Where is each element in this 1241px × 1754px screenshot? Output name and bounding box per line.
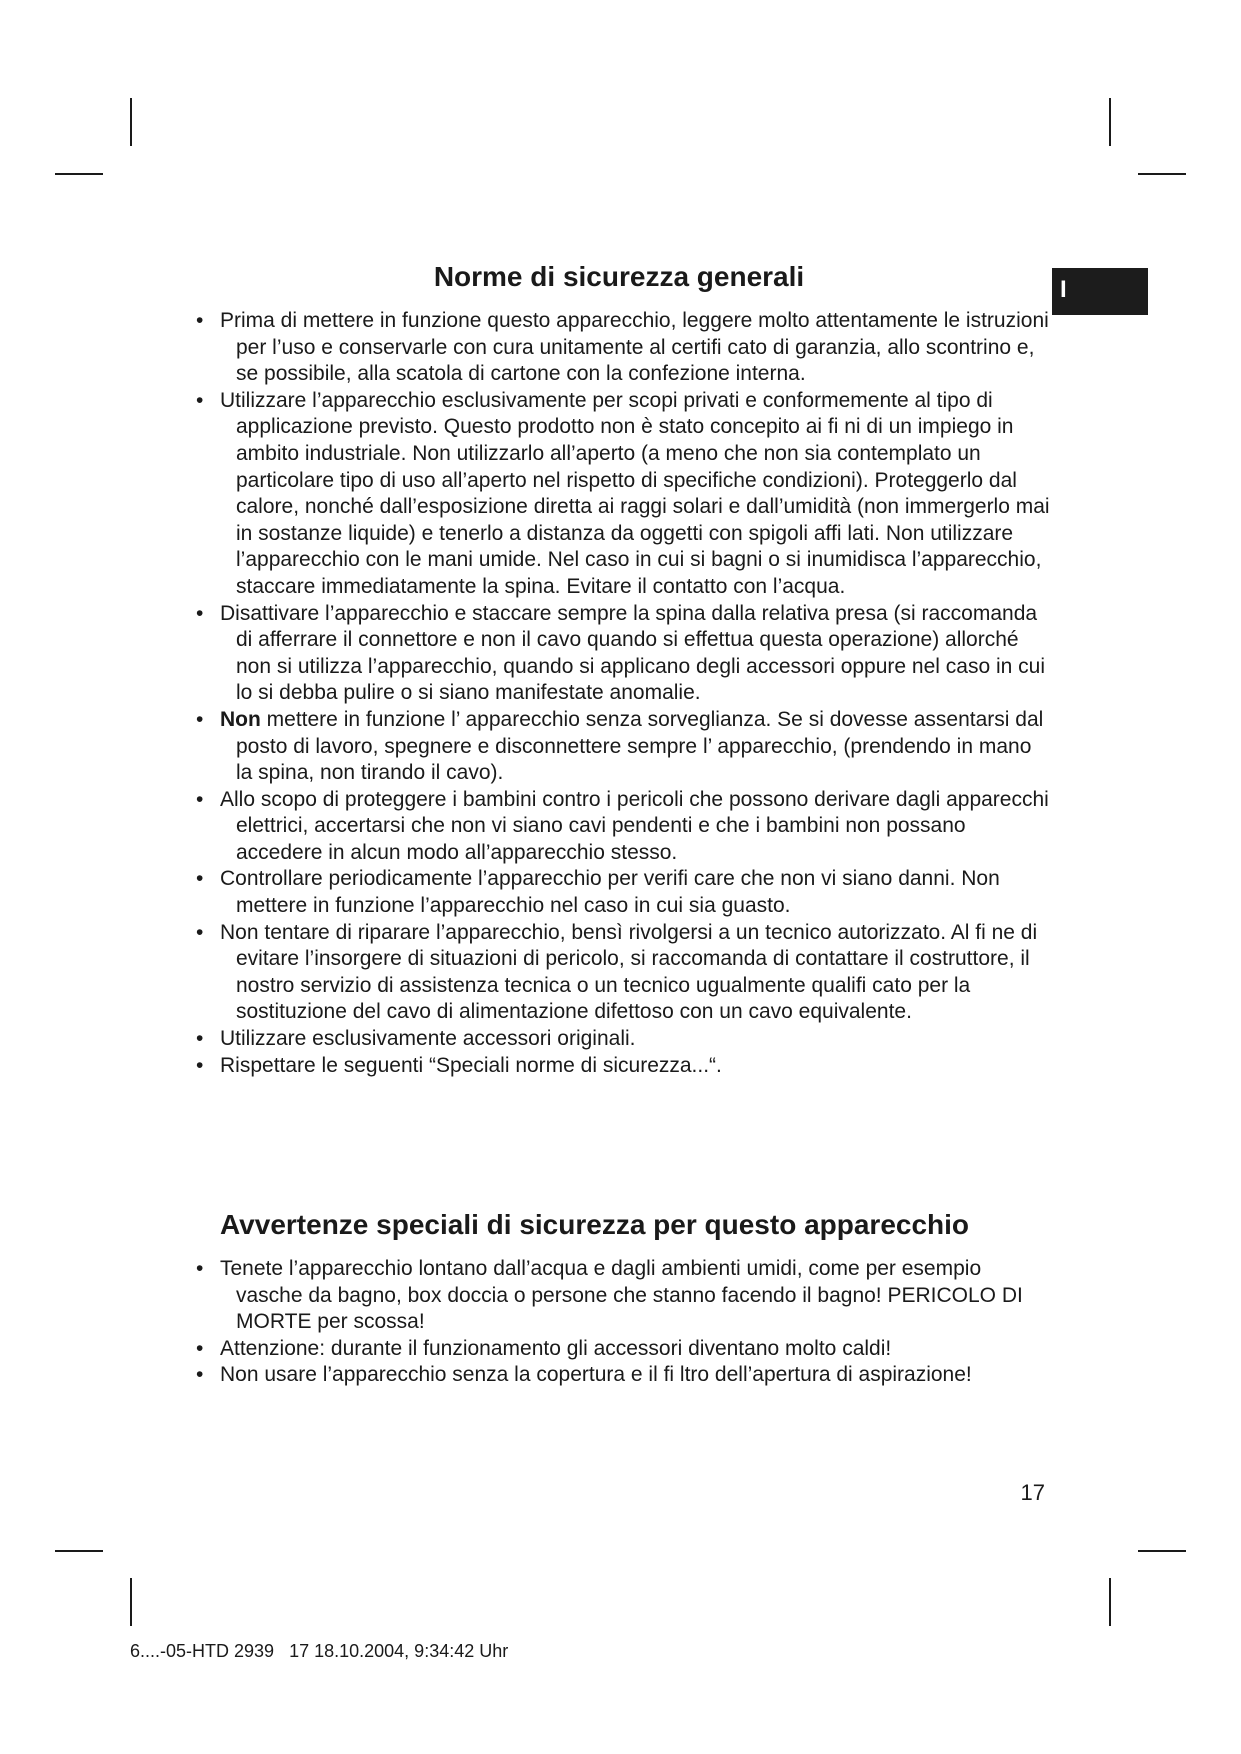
list-item bbox=[0, 920, 1052, 1026]
print-footer: 6....-05-HTD 2939 17 18.10.2004, 9:34:42 Uhr bbox=[130, 1641, 509, 1661]
list-item bbox=[0, 601, 1052, 707]
list-item bbox=[0, 1336, 1052, 1363]
list-item bbox=[0, 787, 1052, 867]
bullet-icon: • bbox=[196, 1336, 204, 1360]
bullet-icon: • bbox=[196, 1363, 204, 1387]
list-item-text: Non tentare di riparare l’apparecchio, bensì rivolgersi a un tecnico autorizzato. Al fi ne di evitare l’insorgere di situazioni di pericolo, si raccomanda di contattare il costruttore, il nostro servizio di assistenza tecnica o un tecnico ugualmente qualifi cato per la sostituzione del cavo di alimentazione difettoso con un cavo equivalente. bbox=[220, 920, 1038, 1024]
page-number: 17 bbox=[1020, 1480, 1045, 1505]
bullet-icon: • bbox=[196, 1053, 204, 1077]
general-safety-list bbox=[0, 308, 1052, 1079]
list-item-text: Allo scopo di proteggere i bambini contro i pericoli che possono derivare dagli apparecchi elettrici, accertarsi che non vi siano cavi pendenti e che i bambini non possano accedere in alcun modo all’apparecchio stesso. bbox=[220, 787, 1049, 864]
list-item-text: Prima di mettere in funzione questo apparecchio, leggere molto attentamente le istruzioni per l’uso e conservarle con cura unitamente al certifi cato di garanzia, allo scontrino e, se possibile, alla scatola di cartone con la confezione interna. bbox=[220, 309, 1049, 386]
bullet-icon: • bbox=[196, 787, 204, 811]
language-tab-label: I bbox=[1060, 276, 1067, 303]
list-item bbox=[0, 1256, 1052, 1336]
list-item bbox=[0, 388, 1052, 601]
section-title-special-warnings: Avvertenze speciali di sicurezza per questo apparecchio bbox=[220, 1209, 970, 1240]
bullet-icon: • bbox=[196, 1027, 204, 1051]
bullet-icon: • bbox=[196, 707, 204, 731]
crop-mark-bottom-left-horizontal bbox=[55, 1550, 103, 1552]
crop-mark-bottom-right-horizontal bbox=[1138, 1550, 1186, 1552]
section-title-general-safety: Norme di sicurezza generali bbox=[433, 261, 805, 292]
list-item-text: Utilizzare l’apparecchio esclusivamente per scopi privati e conformemente al tipo di applicazione previsto. Questo prodotto non è stato concepito ai fi ni di un impiego in ambito industriale. Non utilizzarlo all’aperto (a meno che non sia contemplato un particolare tipo di uso all’aperto nel rispetto di specifiche condizioni). Proteggerlo dal calore, nonché dall’esposizione diretta ai raggi solari e dall’umidità (non immergerlo mai in sostanze liquide) e tenerlo a distanza da oggetti con spigoli affi lati. Non utilizzare l’apparecchio con le mani umide. Nel caso in cui si bagni o si inumidisca l’apparecchio, staccare immediatamente la spina. Evitare il contatto con l’acqua. bbox=[220, 388, 1050, 598]
bullet-icon: • bbox=[196, 309, 204, 332]
list-item-text: Rispettare le seguenti “Speciali norme di sicurezza...“. bbox=[220, 1053, 722, 1077]
special-warnings-list bbox=[0, 1256, 1052, 1389]
crop-mark-bottom-left-vertical bbox=[130, 1578, 132, 1626]
bullet-icon: • bbox=[196, 388, 204, 412]
list-item-text: Disattivare l’apparecchio e staccare sempre la spina dalla relativa presa (si raccomanda di afferrare il connettore e non il cavo quando si effettua questa operazione) allorché non si utilizza l’apparecchio, quando si applicano degli accessori oppure nel caso in cui lo si debba pulire o si siano manifestate anomalie. bbox=[220, 601, 1045, 705]
crop-mark-top-left-vertical bbox=[130, 98, 132, 146]
list-item-text: Tenete l’apparecchio lontano dall’acqua e dagli ambienti umidi, come per esempio vasche da bagno, box doccia o persone che stanno facendo il bagno! PERICOLO DI MORTE per scossa! bbox=[220, 1257, 1023, 1334]
list-item bbox=[0, 1026, 1052, 1053]
list-item-text: Attenzione: durante il funzionamento gli accessori diventano molto caldi! bbox=[220, 1336, 892, 1360]
language-tab bbox=[1052, 268, 1148, 315]
list-item-text: Utilizzare esclusivamente accessori originali. bbox=[220, 1027, 636, 1051]
list-item-text: Non usare l’apparecchio senza la copertura e il fi ltro dell’apertura di aspirazione! bbox=[220, 1363, 972, 1387]
crop-mark-bottom-right-vertical bbox=[1109, 1578, 1111, 1626]
bullet-icon: • bbox=[196, 601, 204, 625]
bullet-icon: • bbox=[196, 867, 204, 891]
crop-mark-top-right-vertical bbox=[1109, 98, 1111, 146]
list-item-text: Controllare periodicamente l’apparecchio per verifi care che non vi siano danni. Non mettere in funzione l’apparecchio nel caso in cui sia guasto. bbox=[220, 867, 1000, 918]
list-item bbox=[0, 308, 1052, 388]
list-item bbox=[0, 707, 1052, 787]
bullet-icon: • bbox=[196, 1257, 204, 1280]
crop-mark-top-right-horizontal bbox=[1138, 173, 1186, 175]
bullet-icon: • bbox=[196, 920, 204, 944]
list-item bbox=[0, 866, 1052, 919]
list-item-text: mettere in funzione l’ apparecchio senza sorveglianza. Se si dovesse assentarsi dal posto di lavoro, spegnere e disconnettere sempre l’ apparecchio, (prendendo in mano la spina, non tirando il cavo). bbox=[236, 707, 1044, 785]
list-item-emphasis: Non bbox=[220, 707, 261, 731]
list-item bbox=[0, 1053, 1052, 1080]
list-item bbox=[0, 1362, 1052, 1389]
crop-mark-top-left-horizontal bbox=[55, 173, 103, 175]
